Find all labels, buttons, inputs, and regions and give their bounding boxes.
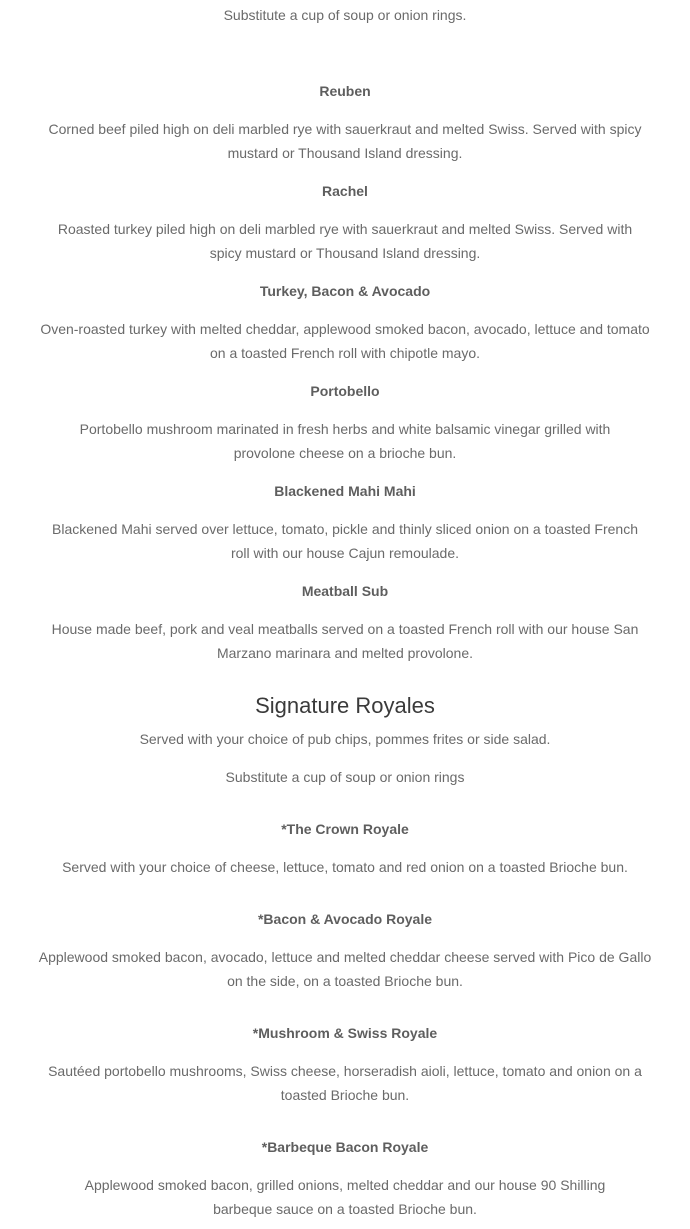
menu-item-name: Meatball Sub	[301, 583, 389, 599]
menu-item-description: Corned beef piled high on deli marbled rye with sauerkraut and melted Swiss. Served with spicy mustard or Thousand Island dressing.	[48, 121, 642, 161]
sides-choice-note: Served with your choice of pub chips, pommes frites or side salad.	[139, 731, 551, 747]
menu-item-name: Reuben	[319, 83, 371, 99]
menu-item-name: Rachel	[322, 183, 368, 199]
substitute-note: Substitute a cup of soup or onion rings.	[223, 7, 467, 23]
menu-item-description: Applewood smoked bacon, avocado, lettuce and melted cheddar cheese served with Pico de Gallo on the side, on a toasted Brioche bun.	[38, 949, 652, 989]
menu-item-description: House made beef, pork and veal meatballs served on a toasted French roll with our house San Marzano marinara and melted provolone.	[51, 621, 639, 661]
menu-item-description: Roasted turkey piled high on deli marbled rye with sauerkraut and melted Swiss. Served with spicy mustard or Thousand Island dressing.	[57, 221, 633, 261]
menu-item-name: Blackened Mahi Mahi	[274, 483, 416, 499]
menu-item-description: Blackened Mahi served over lettuce, tomato, pickle and thinly sliced onion on a toasted French roll with our house Cajun remoulade.	[52, 521, 638, 561]
menu-item-name: *The Crown Royale	[281, 821, 409, 837]
substitute-note: Substitute a cup of soup or onion rings	[225, 769, 465, 785]
section-title: Signature Royales	[255, 693, 435, 718]
menu-item-description: Applewood smoked bacon, grilled onions, melted cheddar and our house 90 Shilling barbeque sauce on a toasted Brioche bun.	[84, 1177, 606, 1217]
menu-item-name: *Mushroom & Swiss Royale	[252, 1025, 438, 1041]
menu-item-name: *Bacon & Avocado Royale	[257, 911, 432, 927]
menu-item-description: Portobello mushroom marinated in fresh herbs and white balsamic vinegar grilled with provolone cheese on a brioche bun.	[79, 421, 611, 461]
menu-item-description: Oven-roasted turkey with melted cheddar, applewood smoked bacon, avocado, lettuce and tomato on a toasted French roll with chipotle mayo.	[40, 321, 650, 361]
menu-item-name: Turkey, Bacon & Avocado	[259, 283, 431, 299]
menu-item-name: *Barbeque Bacon Royale	[261, 1139, 429, 1155]
menu-item-description: Sautéed portobello mushrooms, Swiss cheese, horseradish aioli, lettuce, tomato and onion on a toasted Brioche bun.	[48, 1063, 642, 1103]
menu-item-name: Portobello	[310, 383, 380, 399]
menu-item-description: Served with your choice of cheese, lettuce, tomato and red onion on a toasted Brioche bun.	[62, 859, 628, 875]
